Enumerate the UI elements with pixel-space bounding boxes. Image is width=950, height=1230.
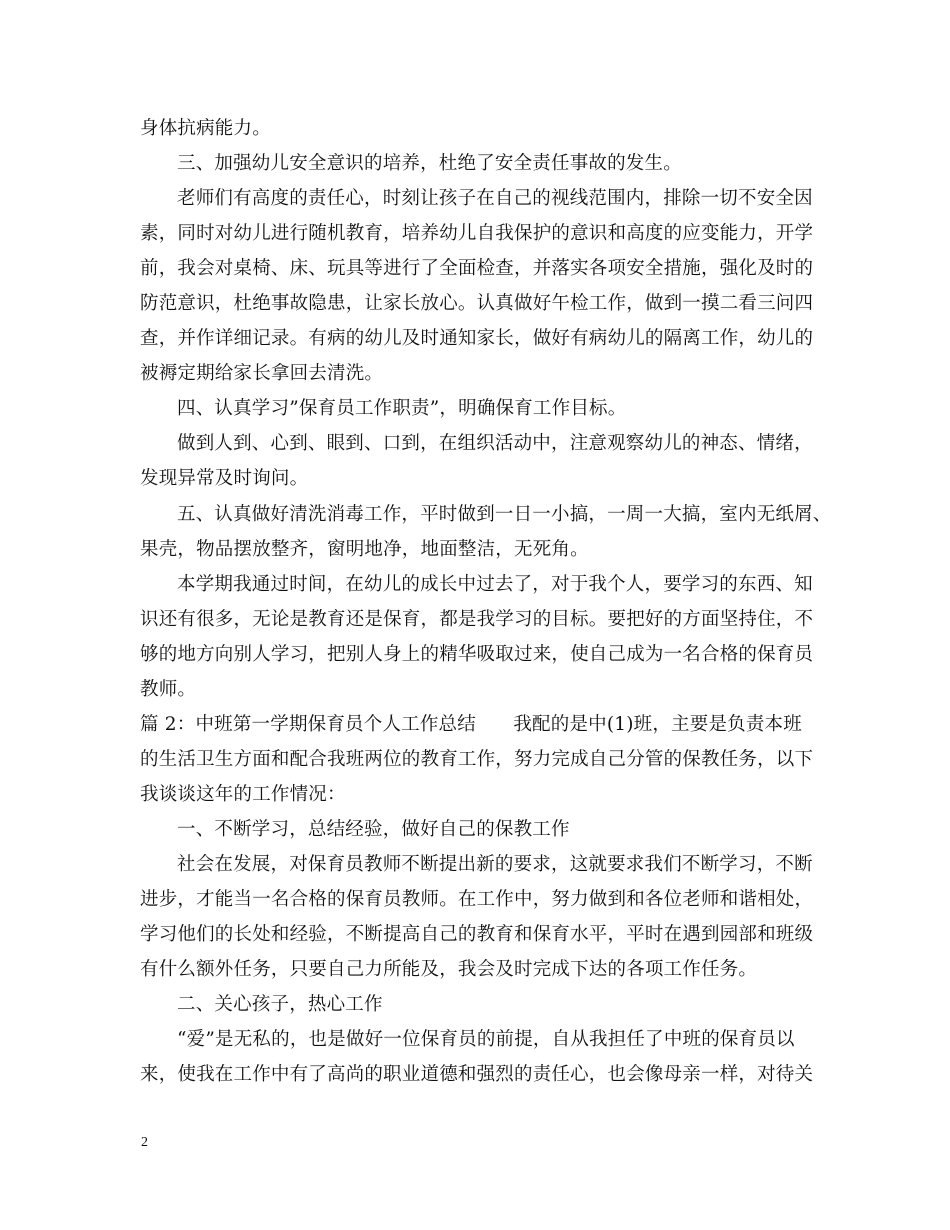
article-title-line: 篇 2：中班第一学期保育员个人工作总结 我配的是中(1)班，主要是负责本班	[140, 714, 802, 735]
text-line: 社会在发展，对保育员教师不断提出新的要求，这就要求我们不断学习，不断	[177, 854, 813, 875]
text-line: 识还有很多，无论是教育还是保育，都是我学习的目标。要把好的方面坚持住，不	[140, 609, 814, 630]
section-heading: 二、关心孩子，热心工作	[177, 994, 383, 1015]
text-line: 有什么额外任务，只要自己力所能及，我会及时完成下达的各项工作任务。	[140, 959, 758, 980]
text-line: 果壳，物品摆放整齐，窗明地净，地面整洁，无死角。	[140, 539, 589, 560]
text-line: 进步，才能当一名合格的保育员教师。在工作中，努力做到和各位老师和谐相处，	[140, 889, 814, 910]
text-line: 前，我会对桌椅、床、玩具等进行了全面检查，并落实各项安全措施，强化及时的	[140, 258, 814, 279]
text-line: “爱”是无私的，也是做好一位保育员的前提，自从我担任了中班的保育员以	[177, 1029, 795, 1050]
text-line: 素，同时对幼儿进行随机教育，培养幼儿自我保护的意识和高度的应变能力，开学	[140, 223, 814, 244]
text-line: 防范意识，杜绝事故隐患，让家长放心。认真做好午检工作，做到一摸二看三问四	[140, 293, 814, 314]
text-line: 够的地方向别人学习，把别人身上的精华吸取过来，使自己成为一名合格的保育员	[140, 644, 814, 665]
text-line: 来，使我在工作中有了高尚的职业道德和强烈的责任心，也会像母亲一样，对待关	[140, 1064, 814, 1085]
text-line: 本学期我通过时间，在幼儿的成长中过去了，对于我个人，要学习的东西、知	[177, 574, 813, 595]
page-number: 2	[141, 1135, 148, 1150]
text-line: 教师。	[140, 679, 197, 700]
text-line: 的生活卫生方面和配合我班两位的教育工作，努力完成自己分管的保教任务，以下	[140, 749, 814, 770]
section-heading: 五、认真做好清洗消毒工作，平时做到一日一小搞，一周一大搞，室内无纸屑、	[177, 504, 832, 525]
text-line: 老师们有高度的责任心，时刻让孩子在自己的视线范围内，排除一切不安全因	[177, 188, 813, 209]
text-line: 身体抗病能力。	[140, 118, 271, 139]
text-line: 被褥定期给家长拿回去清洗。	[140, 363, 384, 384]
text-line: 查，并作详细记录。有病的幼儿及时通知家长，做好有病幼儿的隔离工作，幼儿的	[140, 328, 814, 349]
section-heading: 一、不断学习，总结经验，做好自己的保教工作	[177, 819, 570, 840]
text-line: 发现异常及时询问。	[140, 468, 309, 489]
text-line: 我谈谈这年的工作情况：	[140, 784, 346, 805]
section-heading: 四、认真学习”保育员工作职责”，明确保育工作目标。	[177, 398, 627, 419]
section-heading: 三、加强幼儿安全意识的培养，杜绝了安全责任事故的发生。	[177, 153, 682, 174]
text-line: 学习他们的长处和经验，不断提高自己的教育和保育水平，平时在遇到园部和班级	[140, 924, 814, 945]
text-line: 做到人到、心到、眼到、口到，在组织活动中，注意观察幼儿的神态、情绪，	[177, 433, 813, 454]
